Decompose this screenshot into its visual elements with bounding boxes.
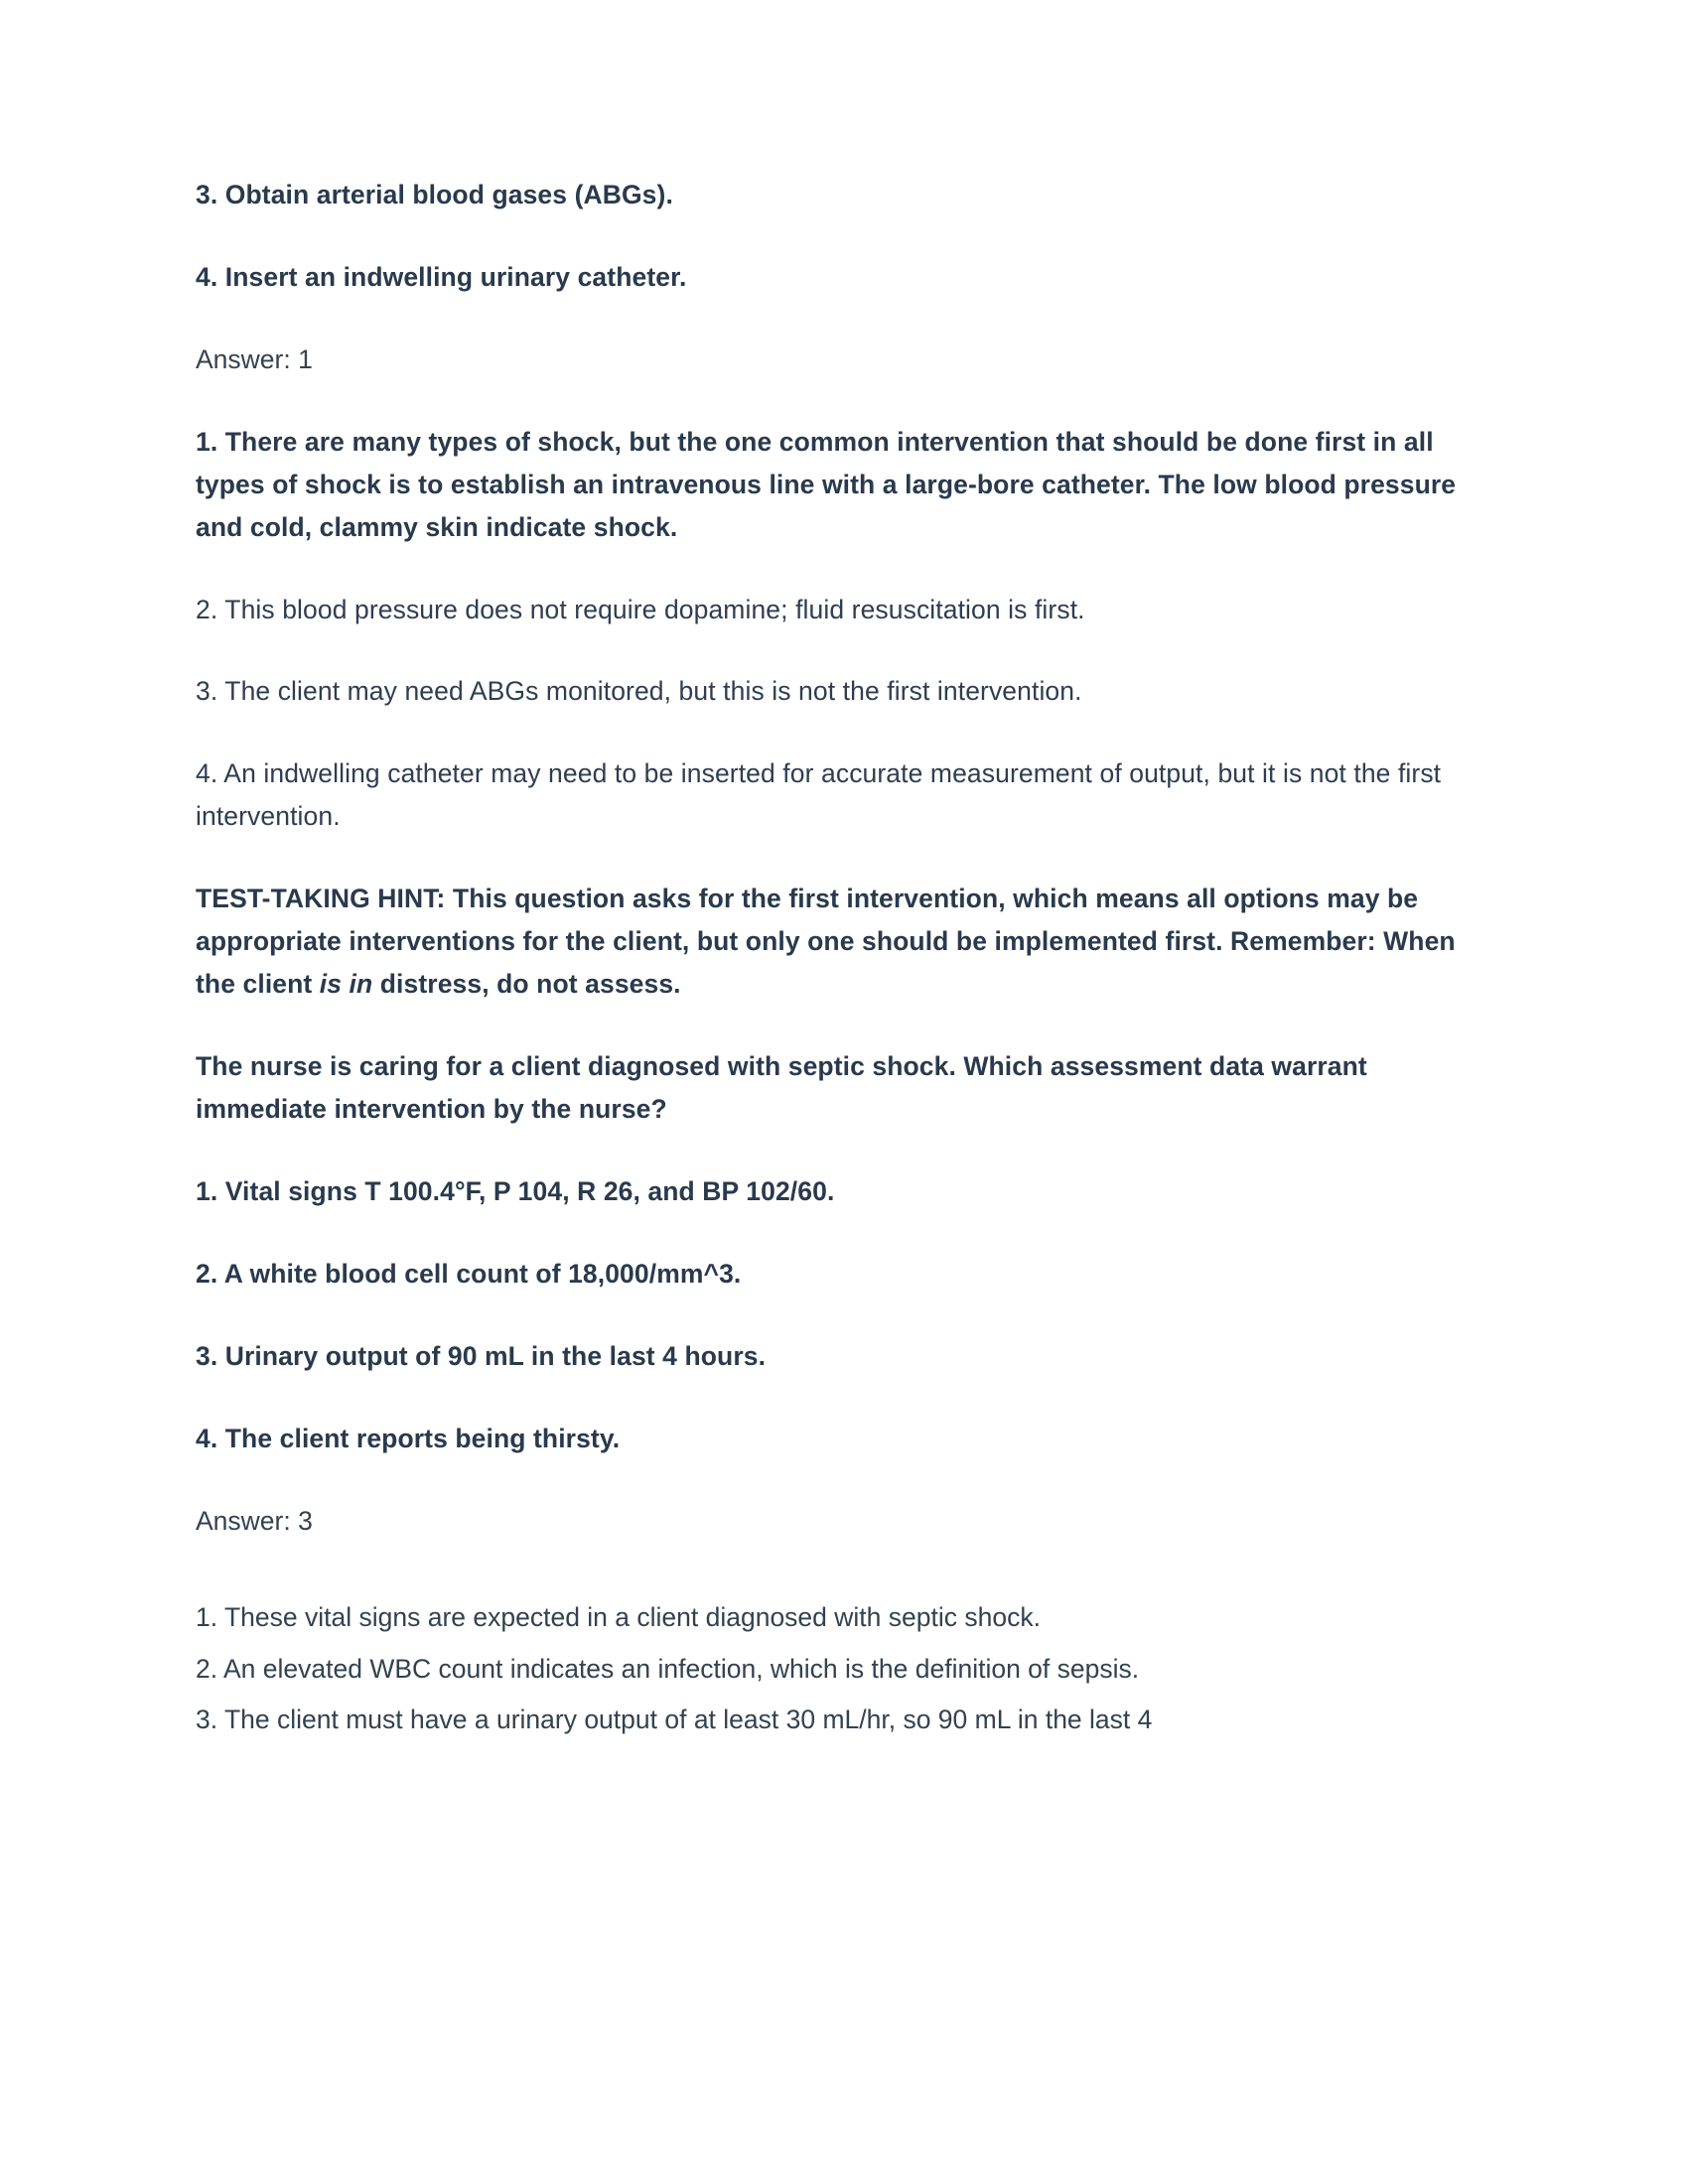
hint-text-italic: is in bbox=[319, 969, 373, 1000]
option-4-q2: 4. The client reports being thirsty. bbox=[196, 1423, 621, 1453]
rationale-1-q2: 1. These vital signs are expected in a client diagnosed with septic shock. bbox=[196, 1602, 1041, 1633]
rationale-3-q1: 3. The client may need ABGs monitored, but this is not the first intervention. bbox=[196, 676, 1082, 707]
hint-text-part2: distress, do not assess. bbox=[372, 969, 681, 1000]
rationale-1-q1: 1. There are many types of shock, but the one common intervention that should be done first in all types of shock is to establish an intravenous line with a large-bore catheter. The low blood pressure and cold, clammy skin indicate shock. bbox=[196, 426, 1457, 542]
option-3-q2: 3. Urinary output of 90 mL in the last 4 hours. bbox=[196, 1340, 767, 1371]
question-stem-two: The nurse is caring for a client diagnosed with septic shock. Which assessment data warrant immediate intervention by the nurse? bbox=[196, 1050, 1367, 1124]
answer-line-one: Answer: 1 bbox=[196, 343, 313, 374]
rationale-3-q2: 3. The client must have a urinary output of at least 30 mL/hr, so 90 mL in the last 4 bbox=[196, 1704, 1153, 1734]
option-2-q2: 2. A white blood cell count of 18,000/mm^3. bbox=[196, 1258, 742, 1289]
option-1-q2: 1. Vital signs T 100.4°F, P 104, R 26, and BP 102/60. bbox=[196, 1175, 835, 1206]
answer-line-two: Answer: 3 bbox=[196, 1505, 313, 1536]
test-taking-hint bbox=[196, 878, 1489, 1006]
hint-text-part1: TEST-TAKING HINT: This question asks for the first intervention, which means all options may be appropriate interventions for the client, but only one should be implemented first. Remember: When the client bbox=[196, 884, 1456, 1000]
option-3-top: 3. Obtain arterial blood gases (ABGs). bbox=[196, 180, 673, 209]
rationale-list-q2 bbox=[196, 1597, 1489, 1739]
option-4-top: 4. Insert an indwelling urinary catheter. bbox=[196, 261, 687, 292]
rationale-4-q1: 4. An indwelling catheter may need to be inserted for accurate measurement of output, but it is not the first intervention. bbox=[196, 758, 1442, 832]
rationale-2-q2: 2. An elevated WBC count indicates an infection, which is the definition of sepsis. bbox=[196, 1653, 1140, 1684]
rationale-2-q1: 2. This blood pressure does not require dopamine; fluid resuscitation is first. bbox=[196, 594, 1085, 624]
